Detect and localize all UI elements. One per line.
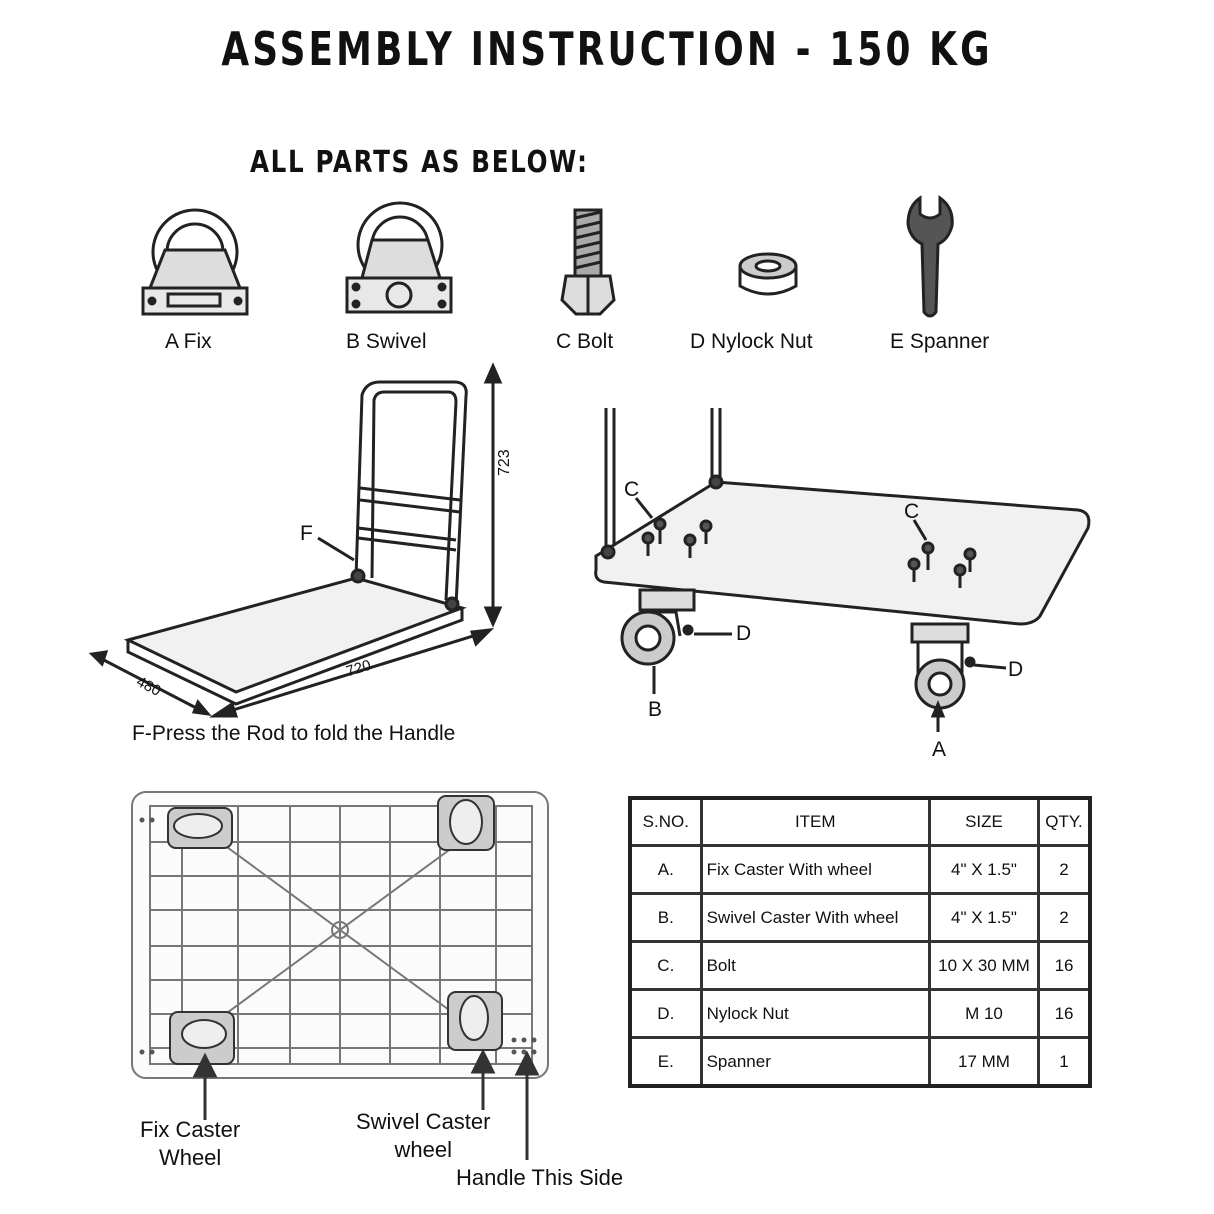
height-dimension: 723 xyxy=(496,449,513,476)
cell-sno: C. xyxy=(630,942,701,990)
table-row xyxy=(630,1038,1090,1087)
cell-item: Spanner xyxy=(701,1038,929,1087)
rod-marker: F xyxy=(300,522,313,545)
handle-side-caption: Handle This Side xyxy=(456,1165,624,1190)
assembly-diagram xyxy=(596,408,1089,732)
cell-size: 10 X 30 MM xyxy=(929,942,1038,990)
page-title: ASSEMBLY INSTRUCTION - 150 KG xyxy=(221,22,993,76)
swivel-caster-icon xyxy=(347,203,451,312)
label-nut-right: D xyxy=(1008,658,1024,681)
cell-qty: 1 xyxy=(1039,1038,1090,1087)
part-label-bolt: C Bolt xyxy=(556,330,614,353)
label-nut-left: D xyxy=(736,622,752,645)
bottom-view-diagram xyxy=(132,792,548,1078)
cell-item: Fix Caster With wheel xyxy=(701,846,929,894)
cell-item: Nylock Nut xyxy=(701,990,929,1038)
fix-caster-caption: Fix Caster Wheel xyxy=(140,1117,241,1170)
width-dimension: 480 xyxy=(133,673,164,700)
cell-sno: D. xyxy=(630,990,701,1038)
label-bolt-left: C xyxy=(624,478,640,501)
cell-size: 4" X 1.5" xyxy=(929,846,1038,894)
fold-handle-note: F-Press the Rod to fold the Handle xyxy=(132,722,456,745)
label-swivel-caster: B xyxy=(648,698,663,721)
part-label-spanner: E Spanner xyxy=(890,330,990,353)
header-qty: QTY. xyxy=(1039,798,1090,846)
cell-sno: E. xyxy=(630,1038,701,1087)
parts-subtitle: ALL PARTS AS BELOW: xyxy=(250,145,589,180)
table-row xyxy=(630,990,1090,1038)
cell-sno: B. xyxy=(630,894,701,942)
header-item: ITEM xyxy=(701,798,929,846)
part-label-fix: A Fix xyxy=(165,330,212,353)
header-sno: S.NO. xyxy=(630,798,701,846)
label-bolt-right: C xyxy=(904,500,920,523)
fix-caster-icon xyxy=(143,210,247,314)
cell-sno: A. xyxy=(630,846,701,894)
cell-item: Swivel Caster With wheel xyxy=(701,894,929,942)
table-row xyxy=(630,846,1090,894)
cell-size: 4" X 1.5" xyxy=(929,894,1038,942)
cell-qty: 16 xyxy=(1039,990,1090,1038)
swivel-caster-caption: Swivel Caster wheel xyxy=(356,1109,491,1162)
parts-table xyxy=(628,796,1092,1088)
bolt-icon xyxy=(562,210,614,314)
trolley-diagram xyxy=(92,366,500,716)
spanner-icon xyxy=(908,198,952,316)
cell-qty: 2 xyxy=(1039,846,1090,894)
cell-item: Bolt xyxy=(701,942,929,990)
cell-qty: 2 xyxy=(1039,894,1090,942)
label-fix-caster: A xyxy=(932,738,947,761)
cell-qty: 16 xyxy=(1039,942,1090,990)
table-header-row xyxy=(630,798,1090,846)
length-dimension: 720 xyxy=(344,656,373,681)
part-label-swivel: B Swivel xyxy=(346,330,427,353)
table-row xyxy=(630,942,1090,990)
cell-size: 17 MM xyxy=(929,1038,1038,1087)
nylock-nut-icon xyxy=(740,254,796,294)
cell-size: M 10 xyxy=(929,990,1038,1038)
table-row xyxy=(630,894,1090,942)
part-label-nylock-nut: D Nylock Nut xyxy=(690,330,813,353)
header-size: SIZE xyxy=(929,798,1038,846)
